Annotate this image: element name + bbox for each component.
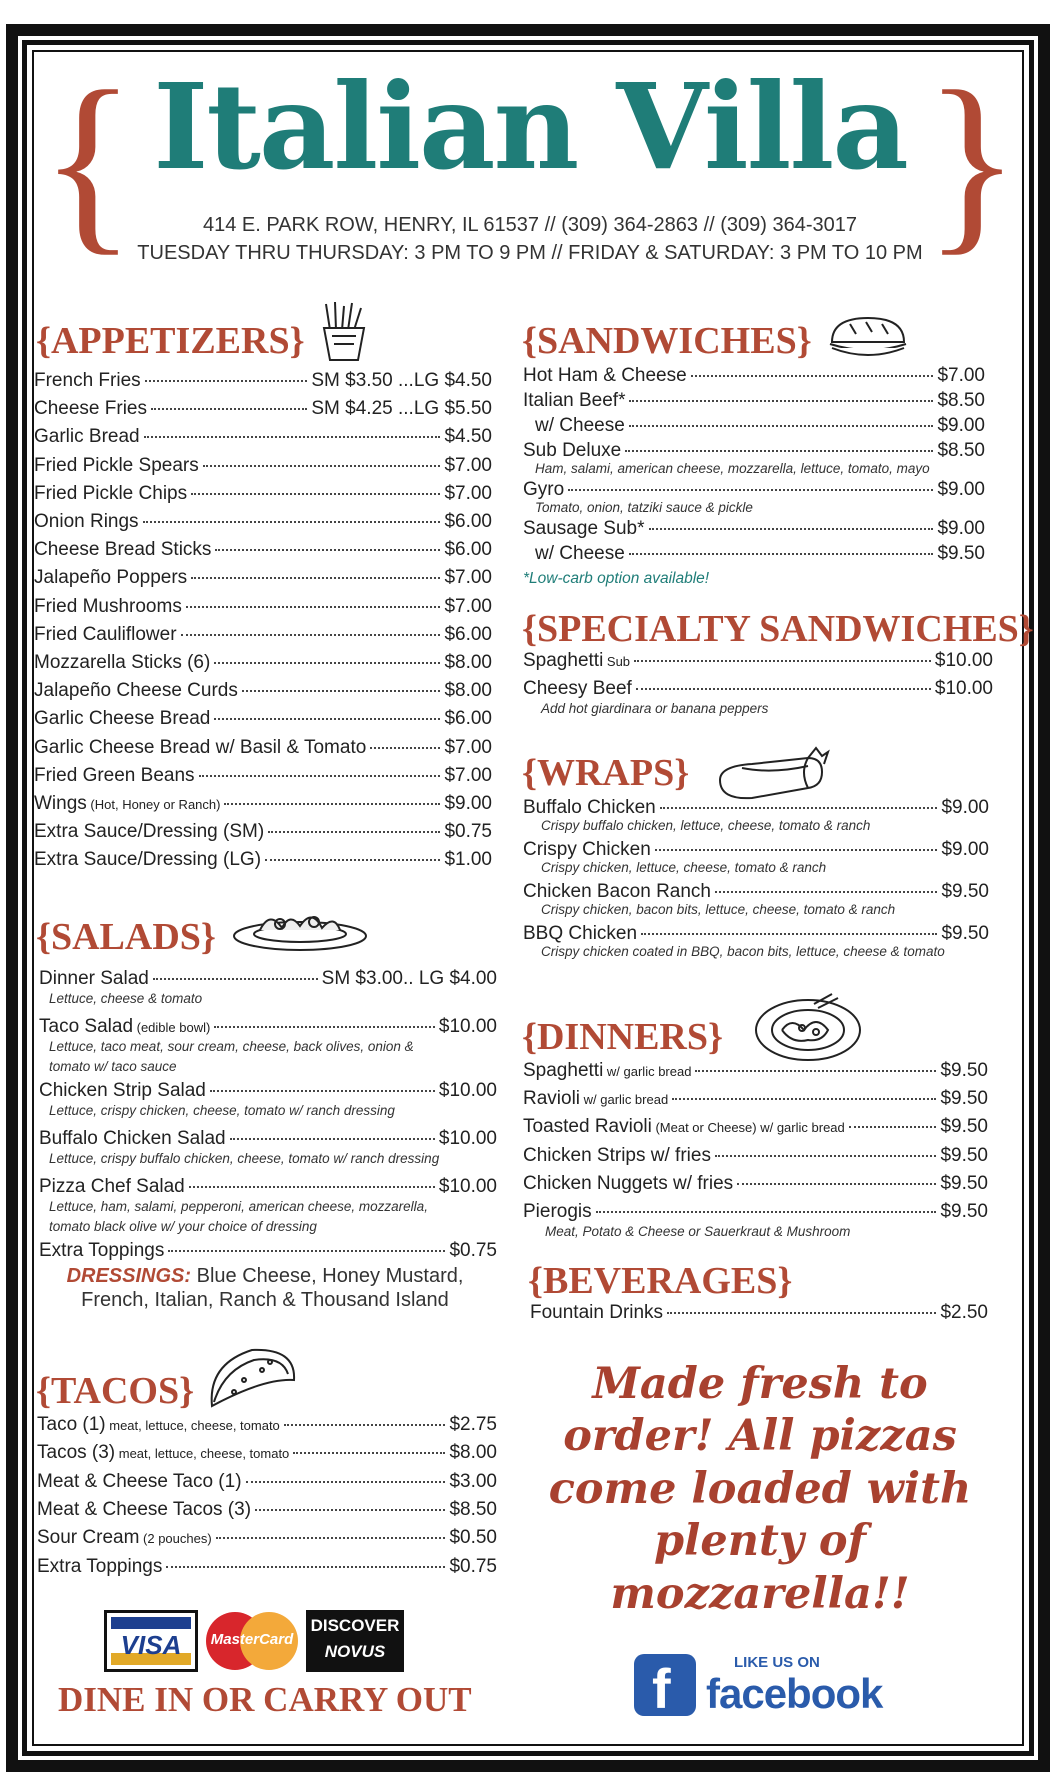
spaghetti-icon xyxy=(752,990,864,1064)
leader-dots xyxy=(214,718,440,720)
wraps-title: {WRAPS} xyxy=(522,752,690,794)
menu-item-name: Sausage Sub* xyxy=(523,518,645,539)
menu-item-price: $2.75 xyxy=(449,1414,497,1435)
menu-item xyxy=(523,390,985,412)
menu-item-name: Ravioli w/ garlic bread xyxy=(523,1088,669,1110)
menu-item xyxy=(523,678,993,700)
menu-item-price: $9.50 xyxy=(940,1201,988,1222)
menu-item-name: w/ Cheese xyxy=(535,543,625,564)
menu-item-price: $9.50 xyxy=(940,1088,988,1110)
menu-item-price: $0.75 xyxy=(449,1555,497,1577)
menu-item-description: tomato black olive w/ your choice of dressing xyxy=(49,1219,317,1234)
menu-item-price: SM $3.00.. LG $4.00 xyxy=(321,968,497,989)
leader-dots xyxy=(215,549,440,551)
menu-item-price: $6.00 xyxy=(444,511,492,532)
menu-item-name: Fried Mushrooms xyxy=(34,595,182,617)
menu-item xyxy=(34,483,492,505)
menu-item-description: Add hot giardinara or banana peppers xyxy=(541,701,769,716)
leader-dots xyxy=(370,747,440,749)
leader-dots xyxy=(629,425,934,427)
menu-item xyxy=(523,518,985,540)
menu-item xyxy=(523,650,993,672)
address-phone: 414 E. PARK ROW, HENRY, IL 61537 // (309) 364-2863 // (309) 364-3017 xyxy=(202,214,858,236)
menu-item-name: Extra Sauce/Dressing (LG) xyxy=(34,849,262,871)
leader-dots xyxy=(629,400,933,402)
menu-item-name: Extra Sauce/Dressing (SM) xyxy=(34,821,265,843)
menu-item-price: $9.00 xyxy=(937,479,985,500)
menu-item-name: Meat & Cheese Tacos (3) xyxy=(37,1498,252,1520)
menu-item-price: $6.00 xyxy=(444,708,492,730)
menu-item-description: Lettuce, ham, salami, pepperoni, american cheese, mozzarella, xyxy=(49,1199,428,1214)
menu-item-price: $9.50 xyxy=(940,1172,988,1194)
menu-item xyxy=(523,1201,988,1223)
menu-item-name: Cheesy Beef xyxy=(523,678,632,699)
leader-dots xyxy=(224,803,440,805)
leader-dots xyxy=(216,1537,446,1539)
menu-item xyxy=(37,1527,497,1549)
leader-dots xyxy=(199,775,441,777)
leader-dots xyxy=(181,634,441,636)
menu-item-description: Lettuce, taco meat, sour cream, cheese, back olives, onion & xyxy=(49,1039,414,1054)
menu-item-price: $3.00 xyxy=(449,1470,497,1492)
leader-dots xyxy=(649,528,934,530)
menu-item xyxy=(523,1088,988,1110)
menu-item-name: Garlic Bread xyxy=(34,426,140,448)
payment-cards xyxy=(104,1610,404,1672)
menu-item xyxy=(34,567,492,589)
menu-item-name: Toasted Ravioli (Meat or Cheese) w/ garlic bread xyxy=(523,1116,845,1138)
leader-dots xyxy=(145,380,308,382)
leader-dots xyxy=(715,891,937,893)
taco-icon xyxy=(204,1340,300,1414)
menu-item-description: Crispy chicken, bacon bits, lettuce, cheese, tomato & ranch xyxy=(541,902,896,917)
leader-dots xyxy=(144,436,441,438)
menu-item-name: Mozzarella Sticks (6) xyxy=(34,652,211,673)
dine-in-carry-out: DINE IN OR CARRY OUT xyxy=(58,1680,472,1719)
menu-item-price: $9.00 xyxy=(937,415,985,436)
menu-item-name: Italian Beef* xyxy=(523,390,626,411)
menu-item xyxy=(523,365,985,387)
menu-item-name: Tacos (3) meat, lettuce, cheese, tomato xyxy=(37,1442,290,1464)
menu-item-name: Fried Green Beans xyxy=(34,764,195,786)
salads-title: {SALADS} xyxy=(36,916,216,958)
menu-item xyxy=(523,479,985,501)
leader-dots xyxy=(655,849,938,851)
menu-header xyxy=(40,51,1020,290)
leader-dots xyxy=(672,1098,936,1100)
menu-item-description: Crispy chicken coated in BBQ, bacon bits, lettuce, cheese & tomato xyxy=(541,944,945,959)
specialty-title: {SPECIALTY SANDWICHES} xyxy=(522,608,1034,650)
facebook-icon[interactable]: f xyxy=(634,1654,696,1716)
menu-item-price: $9.00 xyxy=(941,839,989,860)
leader-dots xyxy=(246,1481,446,1483)
leader-dots xyxy=(715,1155,937,1157)
menu-item-name: Sour Cream (2 pouches) xyxy=(37,1527,212,1549)
menu-item-description: Ham, salami, american cheese, mozzarella, lettuce, tomato, mayo xyxy=(535,461,930,476)
menu-item-price: SM $3.50 ...LG $4.50 xyxy=(311,370,492,391)
menu-item-name: Meat & Cheese Taco (1) xyxy=(37,1470,242,1492)
leader-dots xyxy=(596,1211,937,1213)
menu-item xyxy=(34,708,492,730)
leader-dots xyxy=(214,662,440,664)
menu-item xyxy=(34,652,492,674)
menu-item-price: $6.00 xyxy=(444,623,492,645)
menu-item xyxy=(535,415,985,437)
menu-item-price: $9.00 xyxy=(941,797,989,818)
menu-item xyxy=(34,737,492,759)
menu-item-price: $7.00 xyxy=(937,365,985,386)
menu-item xyxy=(523,1060,988,1082)
menu-item-name: Taco Salad (edible bowl) xyxy=(39,1016,211,1037)
facebook-badge[interactable] xyxy=(634,1652,894,1720)
leader-dots xyxy=(625,450,933,452)
leader-dots xyxy=(214,1026,435,1028)
menu-item-name: Extra Toppings xyxy=(37,1555,163,1577)
leader-dots xyxy=(166,1566,445,1568)
menu-item-name: Jalapeño Cheese Curds xyxy=(34,680,238,702)
menu-item-description: Crispy chicken, lettuce, cheese, tomato & ranch xyxy=(541,860,827,875)
menu-item xyxy=(39,1080,497,1102)
menu-item-name: Crispy Chicken xyxy=(523,839,651,860)
menu-item-name: Garlic Cheese Bread w/ Basil & Tomato xyxy=(34,736,367,758)
menu-item-description: Lettuce, cheese & tomato xyxy=(49,991,203,1006)
leader-dots xyxy=(203,465,441,467)
menu-item xyxy=(37,1442,497,1464)
menu-item-price: $0.50 xyxy=(449,1527,497,1549)
salad-icon xyxy=(230,906,370,962)
leader-dots xyxy=(268,831,440,833)
menu-item-name: BBQ Chicken xyxy=(523,923,638,944)
menu-item-name: Chicken Strip Salad xyxy=(39,1080,206,1101)
visa-card-icon: VISA xyxy=(104,1610,198,1672)
leader-dots xyxy=(191,577,440,579)
menu-item-price: $8.50 xyxy=(449,1498,497,1520)
menu-item-price: $9.50 xyxy=(940,1060,988,1081)
menu-item xyxy=(34,370,492,392)
menu-item-name: Chicken Nuggets w/ fries xyxy=(523,1172,734,1194)
menu-item-price: $10.00 xyxy=(438,1128,497,1149)
menu-item-price: $8.00 xyxy=(444,652,492,673)
dressings-text-2: French, Italian, Ranch & Thousand Island xyxy=(81,1289,449,1311)
menu-item-price: $7.00 xyxy=(444,764,492,786)
low-carb-note: *Low-carb option available! xyxy=(523,570,710,587)
dinners-title: {DINNERS} xyxy=(522,1016,723,1058)
menu-item xyxy=(530,1302,988,1324)
fries-icon xyxy=(318,300,370,362)
business-hours: TUESDAY THRU THURSDAY: 3 PM TO 9 PM // FRIDAY & SATURDAY: 3 PM TO 10 PM xyxy=(137,242,923,264)
dressings-info xyxy=(40,1264,490,1312)
menu-item-price: $7.00 xyxy=(444,454,492,476)
menu-item-name: Pierogis xyxy=(523,1201,592,1222)
menu-item xyxy=(37,1414,497,1436)
menu-item-description: Crispy buffalo chicken, lettuce, cheese, tomato & ranch xyxy=(541,818,871,833)
menu-item xyxy=(523,797,989,819)
wrap-icon xyxy=(712,744,832,804)
leader-dots xyxy=(153,978,318,980)
menu-item xyxy=(34,511,492,533)
leader-dots xyxy=(265,859,440,861)
menu-item-description: Lettuce, crispy chicken, cheese, tomato w/ ranch dressing xyxy=(49,1103,395,1118)
menu-item-price: $8.50 xyxy=(937,440,985,461)
menu-item-price: $7.00 xyxy=(444,482,492,504)
menu-item-price: $10.00 xyxy=(934,650,993,671)
leader-dots xyxy=(737,1183,936,1185)
menu-item-price: $0.75 xyxy=(444,821,492,843)
menu-item-price: $9.00 xyxy=(937,518,985,539)
menu-item-price: SM $4.25 ...LG $5.50 xyxy=(311,398,492,420)
menu-item xyxy=(39,968,497,990)
menu-item xyxy=(39,1176,497,1198)
menu-item-name: Fried Cauliflower xyxy=(34,623,177,645)
menu-item xyxy=(37,1471,497,1493)
menu-item-name: Garlic Cheese Bread xyxy=(34,708,211,730)
menu-item-name: Fountain Drinks xyxy=(530,1302,664,1323)
promo-message: Made fresh to order! All pizzas come loaded with plenty of mozzarella!! xyxy=(548,1359,972,1619)
menu-item xyxy=(523,1116,988,1138)
menu-item xyxy=(34,455,492,477)
menu-item-description: tomato w/ taco sauce xyxy=(49,1059,177,1074)
menu-item-name: w/ Cheese xyxy=(535,415,625,436)
menu-item xyxy=(34,596,492,618)
menu-item-price: $9.50 xyxy=(940,1144,988,1166)
menu-item xyxy=(523,923,989,945)
menu-item-price: $10.00 xyxy=(438,1176,497,1197)
menu-item xyxy=(37,1499,497,1521)
menu-item-name: Jalapeño Poppers xyxy=(34,567,188,589)
dressings-text: Blue Cheese, Honey Mustard, xyxy=(196,1265,464,1287)
menu-item xyxy=(34,426,492,448)
menu-item-price: $2.50 xyxy=(940,1302,988,1323)
menu-item-price: $0.75 xyxy=(449,1240,497,1261)
menu-item-name: Extra Toppings xyxy=(39,1240,165,1261)
leader-dots xyxy=(636,688,931,690)
menu-item-name: Dinner Salad xyxy=(39,968,149,989)
menu-item xyxy=(523,1173,988,1195)
leader-dots xyxy=(293,1452,445,1454)
leader-dots xyxy=(191,493,440,495)
leader-dots xyxy=(143,521,441,523)
menu-item-price: $4.50 xyxy=(444,426,492,448)
menu-item-price: $9.50 xyxy=(941,923,989,944)
menu-item xyxy=(523,881,989,903)
leader-dots xyxy=(242,690,441,692)
leader-dots xyxy=(629,553,934,555)
leader-dots xyxy=(849,1126,937,1128)
menu-item-name: Fried Pickle Spears xyxy=(34,454,199,476)
leader-dots xyxy=(691,375,934,377)
leader-dots xyxy=(660,807,938,809)
menu-item xyxy=(34,793,492,815)
menu-item-name: Gyro xyxy=(523,479,565,500)
menu-item-price: $10.00 xyxy=(438,1016,497,1037)
menu-item-price: $10.00 xyxy=(934,678,993,699)
menu-item xyxy=(39,1128,497,1150)
menu-item-name: Cheese Fries xyxy=(34,398,147,420)
menu-item xyxy=(37,1556,497,1578)
leader-dots xyxy=(695,1070,936,1072)
menu-item-name: Buffalo Chicken Salad xyxy=(39,1128,226,1149)
sandwich-icon xyxy=(826,312,910,362)
menu-item-name: Pizza Chef Salad xyxy=(39,1176,185,1197)
menu-item-price: $7.00 xyxy=(444,736,492,758)
menu-item-description: Meat, Potato & Cheese or Sauerkraut & Mushroom xyxy=(545,1224,851,1239)
menu-item-description: Lettuce, crispy buffalo chicken, cheese, tomato w/ ranch dressing xyxy=(49,1151,440,1166)
dressings-label: DRESSINGS: xyxy=(66,1265,192,1287)
discover-card-icon: DISCOVER NOVUS xyxy=(306,1610,404,1672)
menu-item-name: Onion Rings xyxy=(34,511,139,532)
sandwiches-title: {SANDWICHES} xyxy=(522,320,812,362)
left-brace: { xyxy=(40,51,136,272)
tacos-title: {TACOS} xyxy=(36,1370,195,1412)
right-brace: } xyxy=(924,51,1020,272)
leader-dots xyxy=(210,1090,435,1092)
menu-item-name: Cheese Bread Sticks xyxy=(34,539,212,561)
menu-item-price: $7.00 xyxy=(444,595,492,617)
menu-item-price: $7.00 xyxy=(444,567,492,589)
leader-dots xyxy=(284,1424,446,1426)
facebook-wordmark: facebook xyxy=(706,1670,883,1717)
appetizers-title: {APPETIZERS} xyxy=(36,320,305,362)
menu-item-name: Fried Pickle Chips xyxy=(34,482,188,504)
leader-dots xyxy=(255,1509,445,1511)
menu-item xyxy=(39,1240,497,1262)
menu-item-name: French Fries xyxy=(34,370,141,391)
menu-item-price: $9.50 xyxy=(937,543,985,564)
beverages-title: {BEVERAGES} xyxy=(528,1260,793,1302)
menu-item-description: Tomato, onion, tatziki sauce & pickle xyxy=(535,500,753,515)
menu-item-price: $1.00 xyxy=(444,849,492,871)
leader-dots xyxy=(230,1138,435,1140)
menu-item xyxy=(34,624,492,646)
menu-item xyxy=(523,839,989,861)
menu-item xyxy=(34,765,492,787)
leader-dots xyxy=(667,1312,936,1314)
menu-item xyxy=(34,849,492,871)
leader-dots xyxy=(634,660,931,662)
menu-item-name: Buffalo Chicken xyxy=(523,797,656,818)
menu-item-price: $9.50 xyxy=(941,881,989,902)
menu-item-price: $6.00 xyxy=(444,539,492,561)
leader-dots xyxy=(186,606,441,608)
menu-item xyxy=(34,539,492,561)
menu-item-name: Taco (1) meat, lettuce, cheese, tomato xyxy=(37,1414,280,1435)
menu-item-price: $9.00 xyxy=(444,793,492,814)
leader-dots xyxy=(168,1250,445,1252)
leader-dots xyxy=(151,408,307,410)
restaurant-name: Italian Villa xyxy=(153,57,907,196)
leader-dots xyxy=(641,933,937,935)
menu-item xyxy=(523,1145,988,1167)
menu-item-price: $8.00 xyxy=(449,1442,497,1464)
menu-item-name: Hot Ham & Cheese xyxy=(523,365,687,386)
menu-item-price: $8.00 xyxy=(444,680,492,702)
menu-item xyxy=(34,398,492,420)
mastercard-icon: MasterCard xyxy=(206,1610,298,1672)
menu-item-name: Spaghetti w/ garlic bread xyxy=(523,1060,692,1081)
menu-item-price: $9.50 xyxy=(940,1116,988,1138)
menu-item-price: $8.50 xyxy=(937,390,985,411)
menu-item xyxy=(34,821,492,843)
menu-item xyxy=(39,1016,497,1038)
menu-item-name: Chicken Bacon Ranch xyxy=(523,881,711,902)
leader-dots xyxy=(189,1186,435,1188)
menu-item-name: Chicken Strips w/ fries xyxy=(523,1144,711,1166)
menu-item-name: Spaghetti Sub xyxy=(523,650,631,671)
menu-item xyxy=(535,543,985,565)
leader-dots xyxy=(568,489,933,491)
menu-item-name: Wings (Hot, Honey or Ranch) xyxy=(34,793,221,814)
menu-item xyxy=(523,440,985,462)
menu-item-name: Sub Deluxe xyxy=(523,440,622,461)
menu-item xyxy=(34,680,492,702)
menu-item-price: $10.00 xyxy=(438,1080,497,1101)
like-us-on-label: LIKE US ON xyxy=(734,1654,820,1671)
